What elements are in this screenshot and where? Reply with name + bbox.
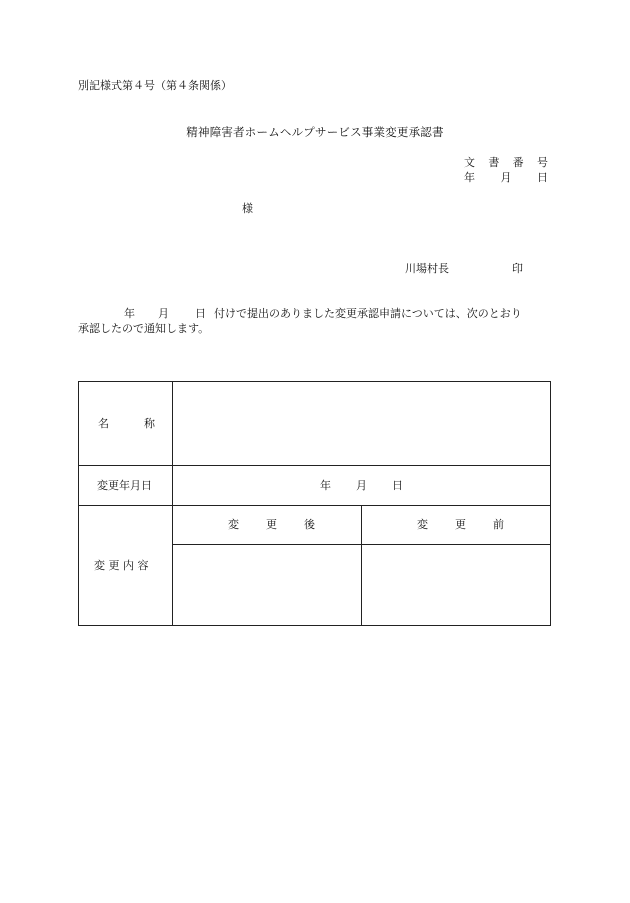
table-divider [79, 505, 550, 506]
name-label-char: 名 [98, 417, 109, 430]
body-text-line-2: 承認したので通知します。 [78, 322, 210, 335]
after-change-header: 変 更 後 [228, 518, 315, 531]
document-date [464, 171, 548, 185]
issuer-name: 川場村長 [405, 262, 449, 275]
before-change-value[interactable] [368, 554, 543, 614]
document-number-char: 書 [488, 156, 500, 169]
body-month: 月 [158, 307, 169, 320]
document-number-char: 号 [536, 156, 548, 169]
body-year: 年 [124, 307, 135, 320]
change-content-label: 変 更 内 容 [94, 559, 149, 572]
document-number-label [464, 156, 548, 170]
document-date-year: 年 [464, 171, 475, 184]
table-divider [172, 382, 173, 625]
change-date-day: 日 [392, 479, 403, 492]
change-date-month: 月 [356, 479, 367, 492]
body-text-line-1 [78, 307, 522, 321]
name-label-char: 称 [144, 417, 155, 430]
change-date-value[interactable] [320, 479, 403, 493]
table-divider [361, 505, 362, 625]
change-date-year: 年 [320, 479, 331, 492]
change-date-label: 変更年月日 [97, 479, 152, 492]
form-number: 別記様式第４号（第４条関係） [78, 79, 232, 92]
body-text-rest: 付けで提出のありました変更承認申請については、次のとおり [214, 307, 522, 320]
document-date-day: 日 [537, 171, 548, 184]
name-label [98, 417, 155, 431]
change-approval-table [78, 381, 551, 626]
body-day: 日 [195, 307, 206, 320]
name-value[interactable] [179, 417, 539, 431]
issuer-seal: 印 [512, 262, 523, 275]
document-title: 精神障害者ホームヘルプサービス事業変更承認書 [186, 125, 444, 139]
document-date-month: 月 [500, 171, 512, 184]
after-change-value[interactable] [179, 554, 354, 614]
table-divider [79, 465, 550, 466]
document-number-char: 番 [512, 156, 524, 169]
before-change-header: 変 更 前 [417, 518, 504, 531]
document-number-char: 文 [464, 156, 475, 169]
addressee-honorific: 様 [242, 202, 253, 215]
